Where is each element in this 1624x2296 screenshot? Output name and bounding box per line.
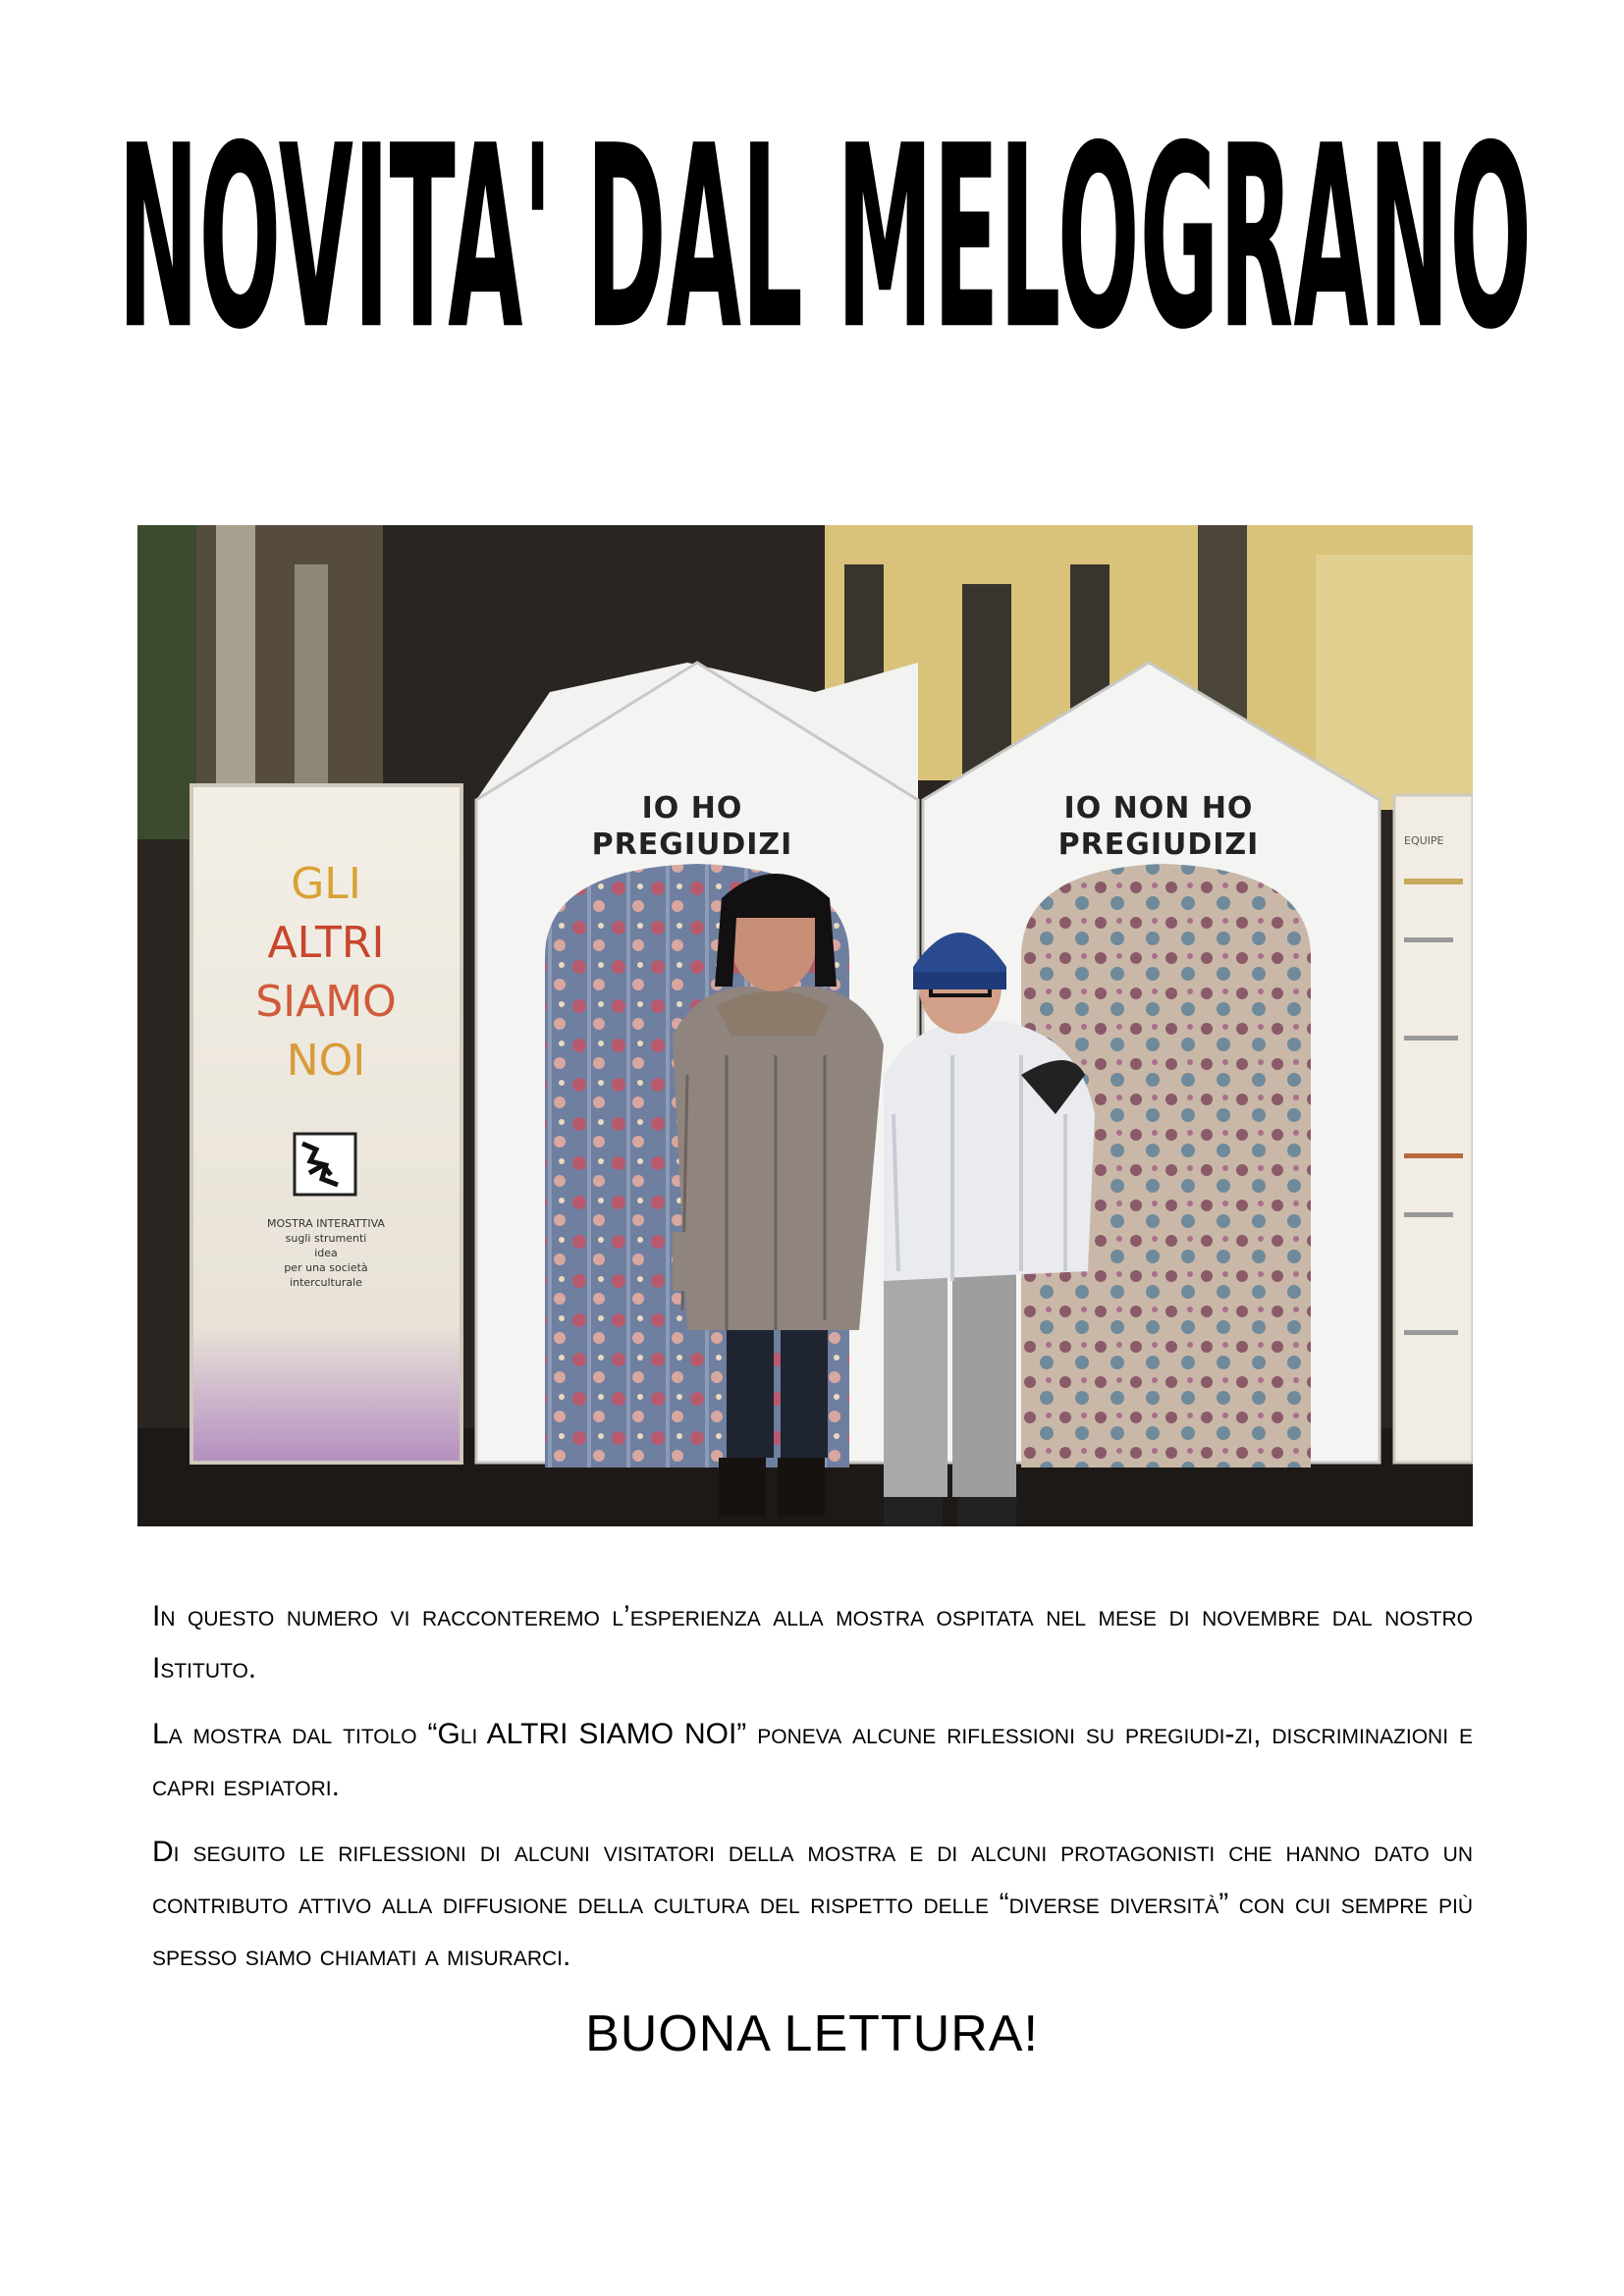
- article-paragraph: In questo numero vi racconteremo l’esperienza alla mostra ospitata nel mese di novembre dal nostro Istituto.: [152, 1600, 1473, 1684]
- poster-word: ALTRI: [267, 918, 385, 968]
- poster-word: NOI: [286, 1036, 366, 1086]
- article-paragraph: La mostra dal titolo “Gli ALTRI SIAMO NOI” poneva alcune riflessioni su pregiudi-zi, discriminazioni e capri espiatori.: [152, 1718, 1473, 1802]
- closing-line: BUONA LETTURA!: [585, 2005, 1039, 2062]
- door-label: PREGIUDIZI: [591, 828, 793, 862]
- page-title: NOVITA' DAL MELOGRANO: [118, 93, 1533, 386]
- door-label: PREGIUDIZI: [1057, 828, 1260, 862]
- poster-caption: idea: [314, 1247, 338, 1259]
- exhibition-photo: [137, 525, 1473, 1526]
- poster-caption: sugli strumenti: [285, 1232, 367, 1245]
- poster-word: SIAMO: [255, 977, 397, 1027]
- poster-caption: interculturale: [290, 1276, 362, 1289]
- poster-word: GLI: [291, 859, 361, 909]
- poster-caption: MOSTRA INTERATTIVA: [267, 1217, 385, 1230]
- article-body: [152, 1590, 1473, 1996]
- poster-heading: EQUIPE: [1404, 834, 1444, 847]
- door-label: IO HO: [641, 791, 743, 826]
- masthead-title: [108, 93, 1542, 506]
- door-label: IO NON HO: [1063, 791, 1254, 826]
- poster-caption: per una società: [284, 1261, 368, 1274]
- article-paragraph: Di seguito le riflessioni di alcuni visitatori della mostra e di alcuni protagonisti che hanno dato un contributo attivo alla diffusione della cultura del rispetto delle “diverse diversità” con cui sempre più spesso siamo chiamati a misurarci.: [152, 1836, 1473, 1972]
